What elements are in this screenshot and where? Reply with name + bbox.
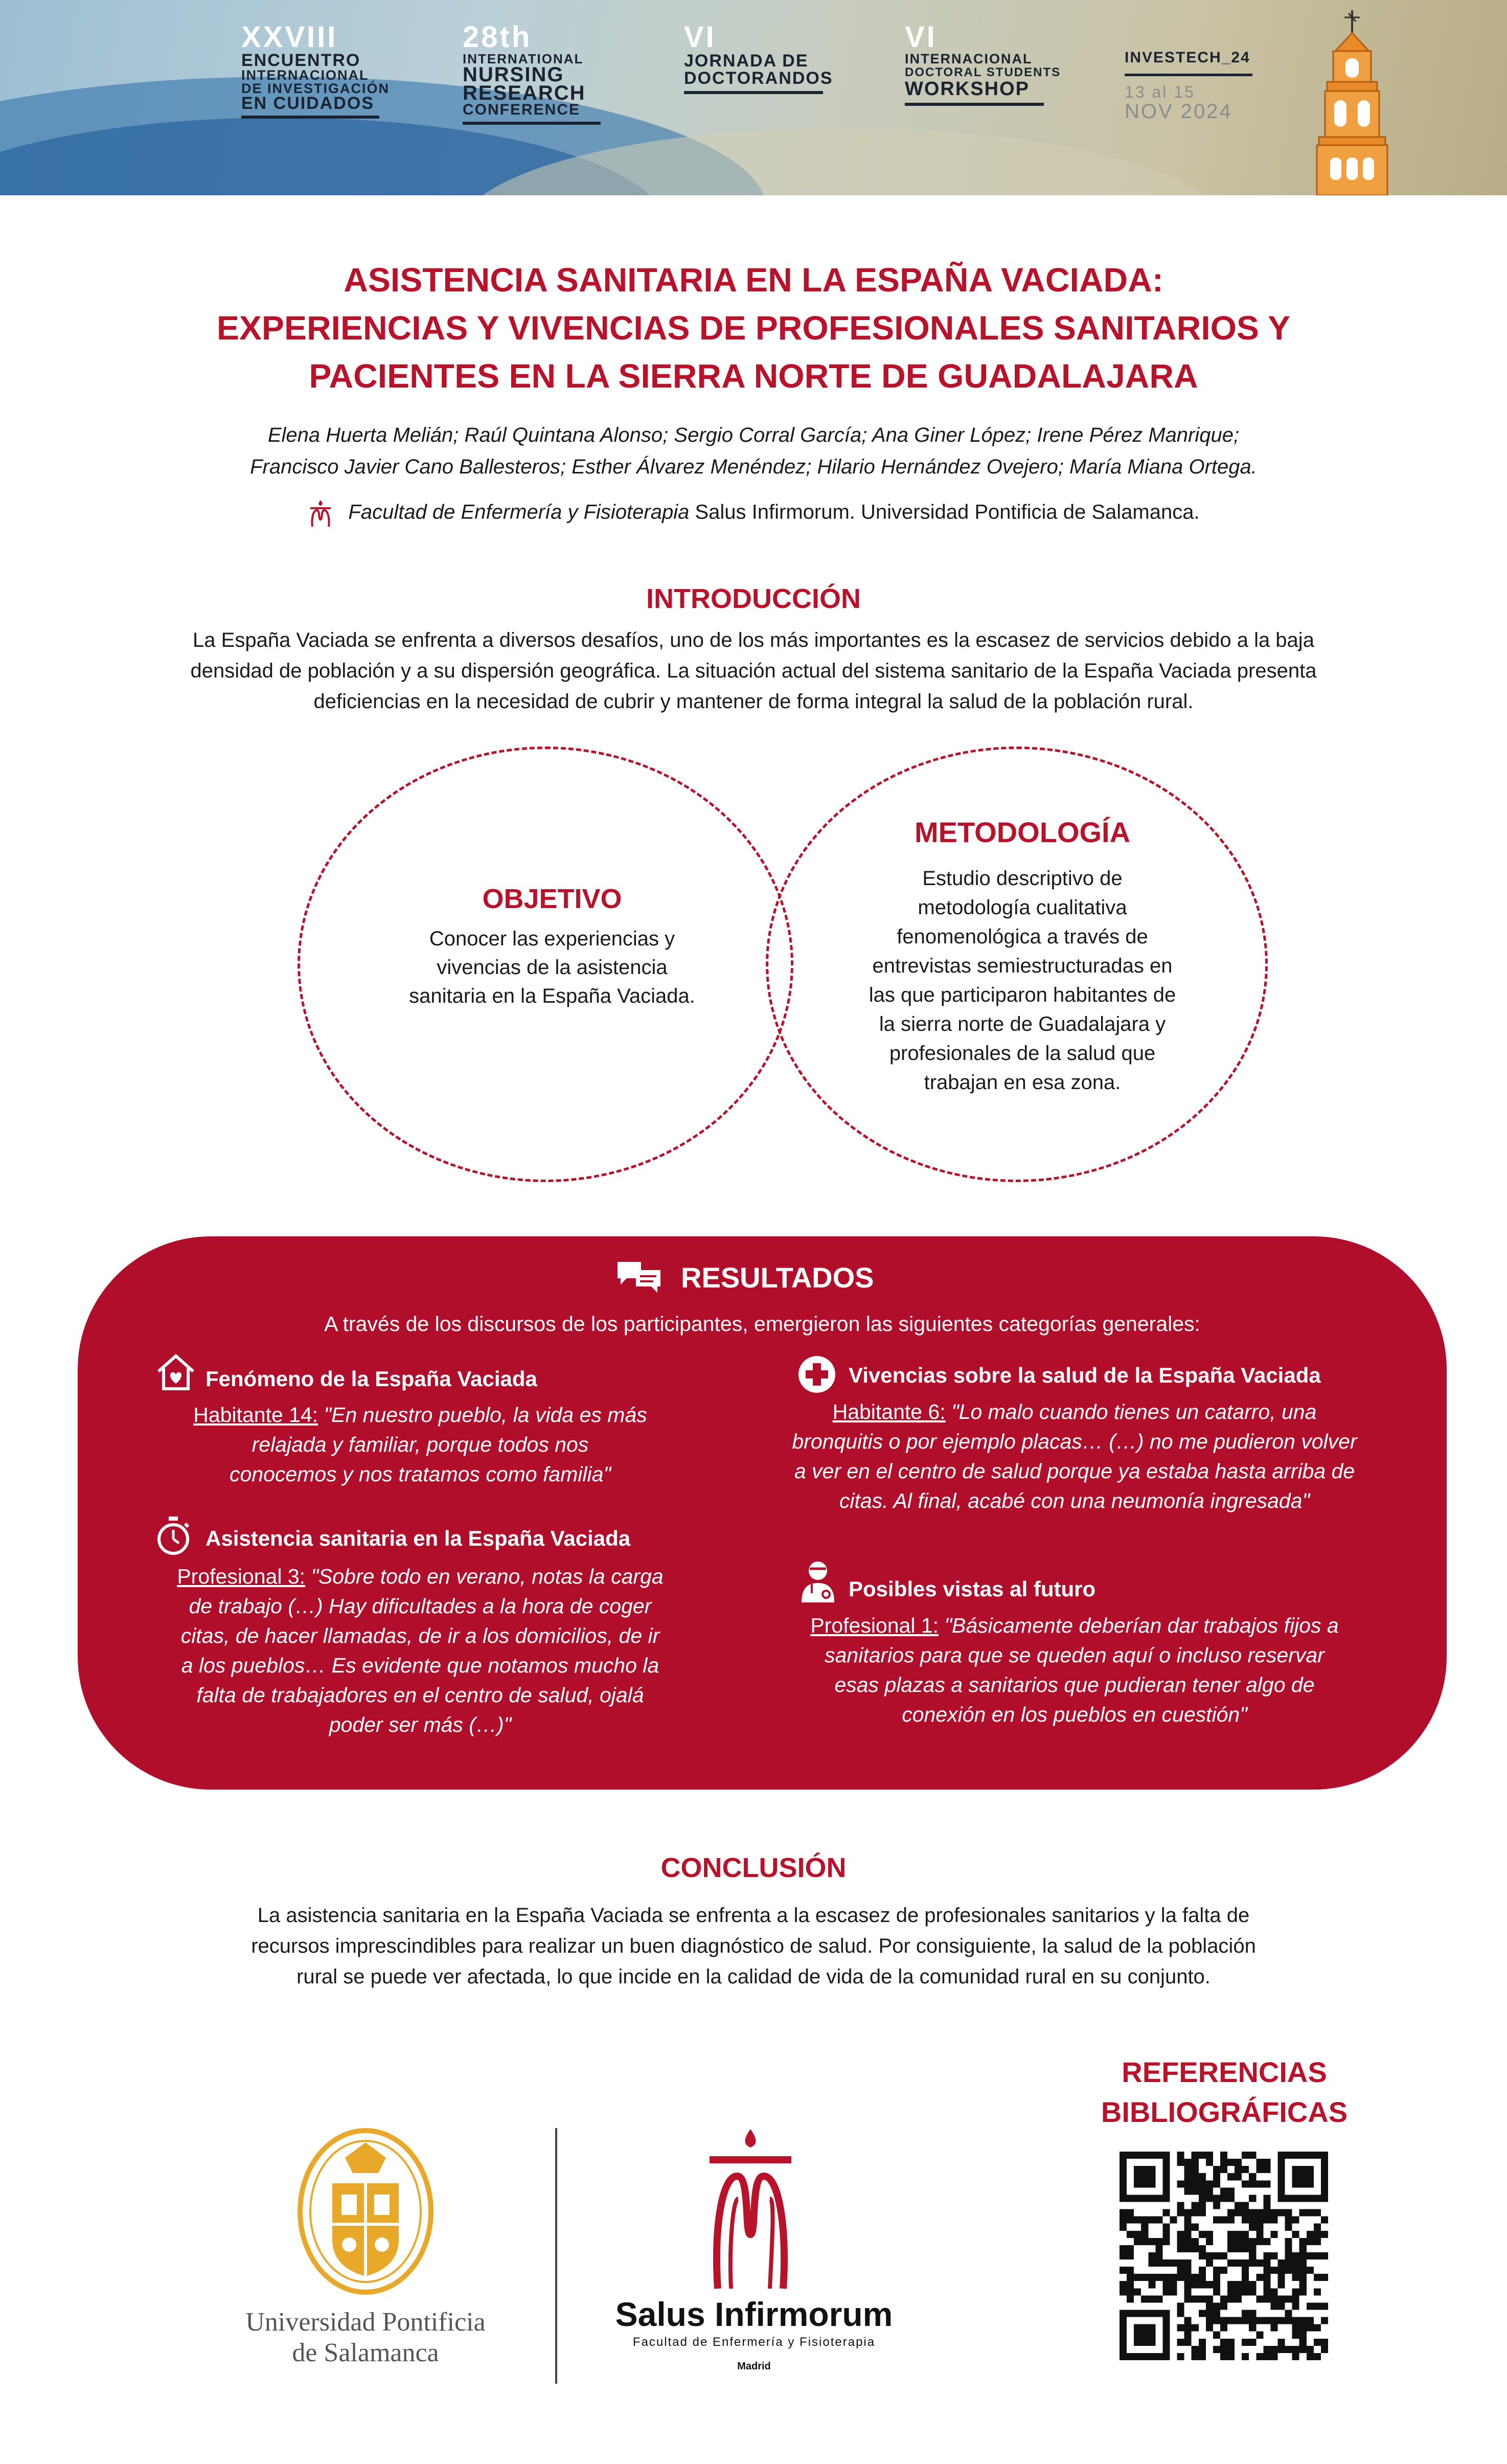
event-line: DOCTORANDOS (684, 69, 833, 88)
metodologia-line: la sierra norte de Guadalajara y (879, 1013, 1166, 1035)
conclusion-line: rural se puede ver afectada, lo que incide en la calidad de vida de la comunidad rural en su conjunto. (296, 1965, 1211, 1988)
event-line: JORNADA DE (684, 51, 809, 71)
referencias-heading (1048, 2052, 1401, 2132)
conclusion-line: La asistencia sanitaria en la España Vaciada se enfrenta a la escasez de profesionales sanitarios y la falta de (257, 1904, 1250, 1927)
event-dates: 13 al 15 (1125, 83, 1195, 101)
event-code: INVESTECH_24 (1125, 49, 1250, 66)
metodologia-line: profesionales de la salud que (889, 1042, 1156, 1065)
poster-title (0, 256, 1507, 400)
upsa-name (204, 2307, 527, 2368)
salus-logo (699, 2127, 802, 2291)
event-encuentro (241, 22, 390, 119)
cat3-quote (742, 1397, 1407, 1516)
cat3-line: a ver en el centro de salud porque ya estaba hasta arriba de (794, 1459, 1355, 1483)
qr-code-icon[interactable] (1120, 2152, 1328, 2360)
event-line: INTERNATIONAL (463, 51, 584, 66)
metodologia-section (828, 812, 1217, 1097)
cat3-speaker: Habitante 6: (832, 1400, 946, 1423)
cat3-line: bronquitis o por ejemplo placas… (…) no me pudieron volver (792, 1430, 1357, 1453)
medical-cross-icon (797, 1355, 836, 1394)
cat2-line: poder ser más (…)" (329, 1713, 512, 1736)
title-line: EXPERIENCIAS Y VIVENCIAS DE PROFESIONALES SANITARIOS Y (216, 309, 1291, 347)
event-line: DOCTORAL STUDENTS (905, 65, 1061, 79)
event-doctoral-workshop (905, 22, 1061, 106)
conclusion-line: recursos imprescindibles para realizar un buen diagnóstico de salud. Por consiguiente, la salud de la población (251, 1935, 1256, 1957)
event-nursing-conference (463, 22, 601, 125)
metodologia-line: metodología cualitativa (918, 896, 1127, 919)
title-line: PACIENTES EN LA SIERRA NORTE DE GUADALAJARA (309, 357, 1198, 395)
affiliation (0, 499, 1507, 528)
objetivo-text (368, 924, 736, 1010)
cat2-line: falta de trabajadores en el centro de salud, ojalá (196, 1683, 644, 1707)
event-numeral: XXVIII (241, 20, 338, 54)
upsa-name-line: de Salamanca (292, 2338, 439, 2367)
salus-text (593, 2295, 915, 2382)
event-line: INTERNACIONAL (241, 67, 369, 83)
logo-divider (555, 2128, 557, 2384)
salus-logo-icon (307, 499, 334, 528)
resultados-panel (78, 1236, 1447, 1790)
objetivo-section (368, 878, 736, 1010)
metodologia-line: trabajan en esa zona. (924, 1071, 1121, 1094)
event-investech (1125, 49, 1252, 121)
intro-line: densidad de población y a su dispersión geográfica. La situación actual del sistema sanitario de la España Vaciada presenta (190, 660, 1317, 682)
chat-bubbles-icon (615, 1259, 663, 1295)
conclusion-heading: CONCLUSIÓN (660, 1852, 847, 1883)
event-numeral: VI (905, 20, 937, 54)
cat1-line: "En nuestro pueblo, la vida es más (318, 1403, 647, 1427)
event-line: INTERNACIONAL (905, 51, 1033, 66)
cat2-line: citas, de hacer llamadas, de ir a los domicilios, de ir (180, 1624, 660, 1647)
event-line: RESEARCH (463, 82, 586, 104)
cat1-quote (108, 1400, 732, 1489)
faculty-name: Facultad de Enfermería y Fisioterapia (348, 501, 690, 524)
cat3-line: citas. Al final, acabé con una neumonía ingresada" (839, 1489, 1310, 1512)
event-numeral: 28th (463, 20, 532, 54)
event-dates: NOV 2024 (1125, 100, 1232, 123)
salus-name: Salus Infirmorum (615, 2295, 893, 2333)
referencias-line: REFERENCIAS (1122, 2056, 1327, 2088)
header-banner (0, 0, 1507, 195)
objetivo-heading: OBJETIVO (482, 884, 622, 914)
metodologia-text (828, 864, 1217, 1097)
event-line: DE INVESTIGACIÓN (241, 81, 390, 96)
intro-line: La España Vaciada se enfrenta a diversos desafíos, uno de los más importantes es la escasez de servicios debido a la baja (193, 629, 1314, 651)
cat2-line: de trabajo (…) Hay dificultades a la hora de coger (189, 1594, 652, 1618)
referencias-line: BIBLIOGRÁFICAS (1101, 2096, 1348, 2128)
cat4-line: esas plazas a sanitarios que pudieran tener algo de (834, 1673, 1315, 1697)
cat3-line: "Lo malo cuando tienes un catarro, una (945, 1400, 1317, 1423)
event-numeral: VI (684, 20, 716, 54)
cat2-line: "Sobre todo en verano, notas la carga (305, 1565, 664, 1588)
doctor-icon (800, 1559, 836, 1603)
tower-icon (1288, 10, 1442, 195)
cat1-line: conocemos y nos tratamos como familia" (229, 1462, 611, 1486)
event-line: CONFERENCE (463, 101, 581, 118)
authors (0, 419, 1507, 483)
metodologia-line: Estudio descriptivo de (922, 867, 1123, 890)
intro-text (0, 625, 1507, 717)
cat2-line: a los pueblos… Es evidente que notamos mucho la (181, 1654, 659, 1677)
event-line: EN CUIDADOS (241, 94, 375, 113)
house-heart-icon (155, 1353, 196, 1391)
event-line: WORKSHOP (905, 78, 1030, 100)
cat3-title: Vivencias sobre la salud de la España Vaciada (849, 1363, 1321, 1387)
metodologia-heading: METODOLOGÍA (914, 816, 1131, 848)
cat1-line: relajada y familiar, porque todos nos (252, 1433, 589, 1456)
cat1-speaker: Habitante 14: (193, 1403, 318, 1427)
salus-faculty: Facultad de Enfermería y Fisioterapia (632, 2335, 876, 2349)
cat4-title: Posibles vistas al futuro (849, 1577, 1096, 1601)
event-jornada-doctorandos (684, 22, 833, 94)
stopwatch-icon (155, 1516, 191, 1556)
conclusion-text (0, 1900, 1507, 1992)
metodologia-line: entrevistas semiestructuradas en (872, 955, 1173, 977)
resultados-intro: A través de los discursos de los participantes, emergieron las siguientes categorías generales: (324, 1312, 1200, 1336)
university-name: Salus Infirmorum. Universidad Pontificia de Salamanca. (689, 501, 1200, 524)
metodologia-line: fenomenológica a través de (897, 925, 1148, 948)
intro-line: deficiencias en la necesidad de cubrir y mantener de forma integral la salud de la población rural. (313, 690, 1194, 713)
title-line: ASISTENCIA SANITARIA EN LA ESPAÑA VACIADA: (344, 261, 1163, 299)
cat1-title: Fenómeno de la España Vaciada (206, 1367, 537, 1391)
cat4-line: "Básicamente deberían dar trabajos fijos a (939, 1614, 1339, 1637)
cat4-line: conexión en los pueblos en cuestión" (902, 1703, 1247, 1726)
upsa-seal-icon (296, 2127, 435, 2296)
cat4-speaker: Profesional 1: (810, 1614, 939, 1637)
objetivo-line: vivencias de la asistencia (437, 956, 668, 979)
objetivo-line: sanitaria en la España Vaciada. (409, 985, 695, 1007)
intro-heading: INTRODUCCIÓN (646, 583, 861, 614)
salus-city: Madrid (737, 2361, 771, 2372)
authors-line: Elena Huerta Melián; Raúl Quintana Alonso; Sergio Corral García; Ana Giner López; Irene Pérez Manrique; (267, 424, 1240, 446)
objetivo-line: Conocer las experiencias y (429, 928, 675, 950)
event-line: ENCUENTRO (241, 51, 361, 70)
cat2-quote (98, 1562, 742, 1739)
metodologia-line: las que participaron habitantes de (869, 984, 1176, 1006)
upsa-name-line: Universidad Pontificia (245, 2308, 486, 2337)
cat2-speaker: Profesional 3: (177, 1565, 306, 1588)
resultados-heading: RESULTADOS (681, 1261, 874, 1294)
cat2-title: Asistencia sanitaria en la España Vaciada (206, 1526, 631, 1550)
cat4-quote (742, 1611, 1407, 1729)
cat4-line: sanitarios para que se queden aquí o incluso reservar (825, 1643, 1325, 1667)
event-line: NURSING (463, 63, 564, 86)
authors-line: Francisco Javier Cano Ballesteros; Esther Álvarez Menéndez; Hilario Hernández Ovejero; María Miana Ortega. (250, 456, 1257, 478)
